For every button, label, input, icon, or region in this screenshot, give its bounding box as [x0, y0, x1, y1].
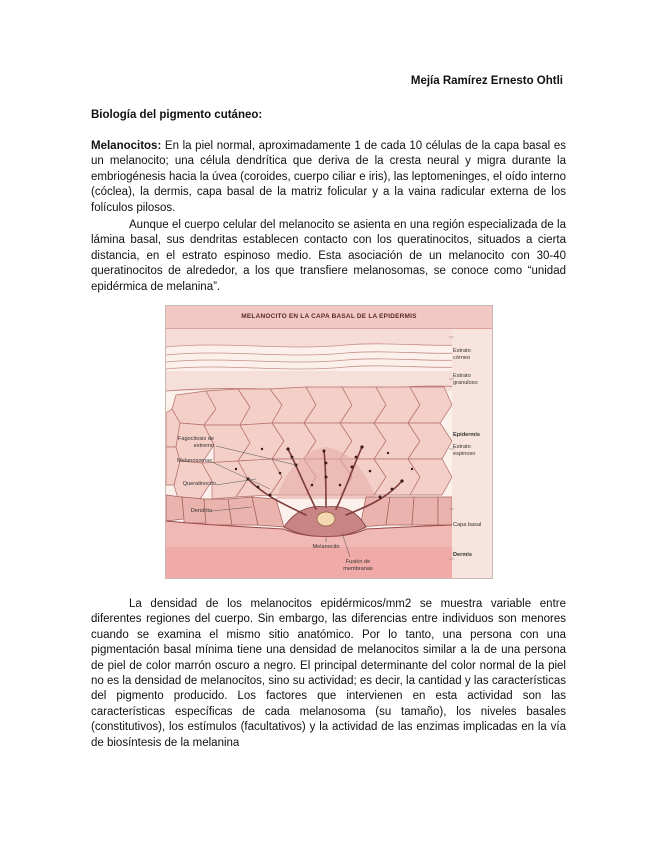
label-estrato-granuloso: Estrato granuloso [453, 373, 478, 386]
paragraph-lead: Melanocitos: [91, 140, 162, 152]
label-fusion-membranas: Fusión de membranas [343, 559, 373, 572]
paragraph-dendritas: Aunque el cuerpo celular del melanocito se asienta en una región especializada de la lámina basal, sus dendritas establecen contacto con los queratinocitos, situados a cierta distancia, en el estrato espinoso medio. Esta asociación de un melanocito con 30-40 queratinocitos de alrededor, a los que transfiere melanosomas, se conoce como “unidad epidérmica de melanina”. [91, 219, 566, 293]
author-name: Mejía Ramírez Ernesto Ohtli [410, 75, 563, 87]
label-queratinocito: Queratinocito [182, 481, 216, 487]
paragraph-melanocitos [91, 139, 566, 216]
label-melanocito: Melanocito [312, 544, 340, 550]
paragraph-text: En la piel normal, aproximadamente 1 de cada 10 células de la capa basal es un melanocito; una célula dendrítica que deriva de la cresta neural y migra durante la embriogénesis hacia la úvea (coroides, cuerpo ciliar e iris), las leptomeninges, el oído interno (cóclea), la dermis, capa basal de la matriz folicular y a la vaina radicular externa de los folículos pilosos. [91, 140, 566, 214]
label-epidermis: Epidermis [453, 432, 481, 438]
section-heading: Biología del pigmento cutáneo: [91, 109, 263, 121]
epidermis-figure [165, 305, 493, 579]
label-capa-basal: Capa basal [453, 522, 482, 528]
label-estrato-espinoso: Estrato espinoso [453, 444, 476, 457]
figure-title-bar [166, 306, 492, 329]
paragraph-densidad: La densidad de los melanocitos epidérmicos/mm2 se muestra variable entre diferentes regiones del cuerpo. Sin embargo, las diferencias entre individuos son menores cuando se examina el mismo sitio anatómico. Por lo tanto, una persona con una pigmentación basal mínima tiene una densidad de melanocitos similar a la de una persona de piel de color marrón oscuro a negro. El principal determinante del color normal de la piel no es la densidad de melanocitos, sino su actividad; es decir, la cantidad y las características del pigmento producido. Los factores que intervienen en esta actividad son las características específicas de cada melanosoma (su tamaño), los niveles basales (constitutivos), los estímulos (facultativos) y la actividad de las enzimas implicadas en la vía de biosíntesis de la melanina [91, 598, 566, 749]
label-fagocitosis: Fagocitosis de extremo [177, 436, 214, 449]
epidermis-illustration [166, 329, 492, 578]
label-dendrita: Dendrita [190, 508, 212, 514]
label-estrato-corneo: Estrato córneo [453, 348, 471, 361]
label-melanosomas: Melanosomas [177, 458, 212, 464]
label-dermis: Dermis [453, 552, 472, 558]
figure-title: MELANOCITO EN LA CAPA BASAL DE LA EPIDERMIS [241, 313, 417, 320]
